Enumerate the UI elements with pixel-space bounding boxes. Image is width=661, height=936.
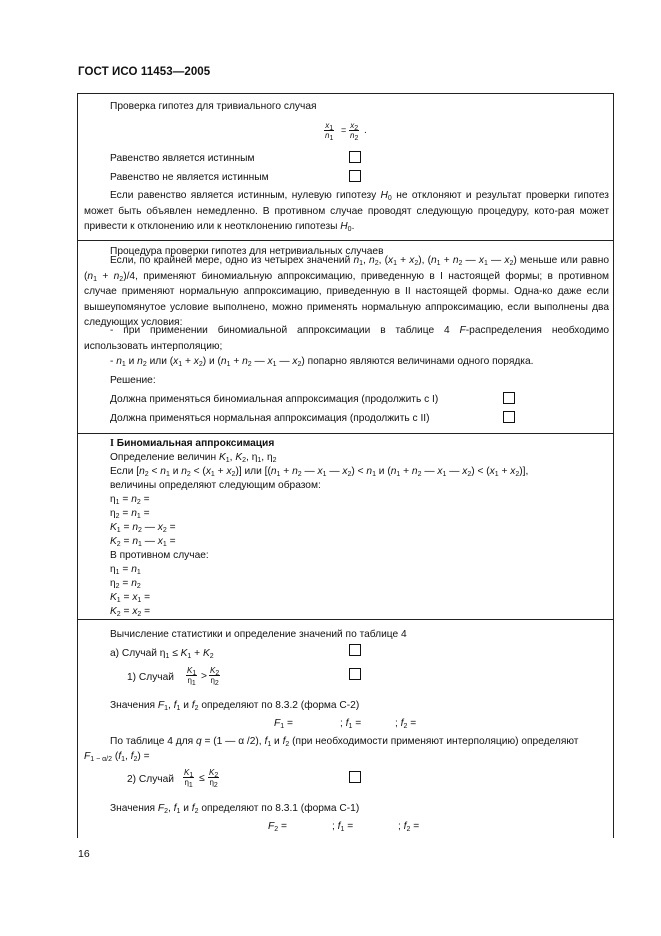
interpolation-condition: - при применении биномиальной аппроксимации в таблице 4 F-распределения необходимо использовать интерполяцию; (84, 325, 609, 352)
equation-eta1-alt: $\eta_1 = n_1$ (110, 564, 141, 576)
values-form-c1: Значения $F_2$, $f_1$ и $f_2$ определяют по 8.3.1 (форма С-1) (110, 803, 360, 815)
checkbox-equality-true[interactable] (349, 151, 361, 163)
option-normal: Должна применяться нормальная аппроксимация (продолжить с II) (110, 413, 430, 424)
option-binomial: Должна применяться биномиальная аппроксимация (продолжить с I) (110, 394, 439, 405)
otherwise-label: В противном случае: (110, 550, 209, 561)
section-title-nontrivial: Процедура проверки гипотез для нетривиальных случаев (110, 246, 384, 257)
binomial-condition: Если [$n_2 < n_1$ и $n_2 < (x_1 + x_2)$] или [($n_1 + n_2$ — $x_1$ — $x_2) < n_1$ и ($n_1 + n_2$ — $x_1$ — $x_2) < (x_1 + x_2)$], (110, 466, 529, 478)
section-divider (77, 240, 614, 241)
binomial-condition-continued: величины определяют следующим образом: (110, 480, 321, 491)
section-title-binomial: I Биномиальная аппроксимация (110, 438, 275, 449)
checkbox-case-a[interactable] (349, 644, 361, 656)
magnitude-condition: - $n_1$ и $n_2$ или $(x_1 + x_2)$ и ($n_1 + n_2$ — $x_1$ — $x_2$) попарно являются величинами одного порядка. (110, 356, 534, 368)
section-divider (77, 619, 614, 620)
page-number: 16 (78, 848, 90, 860)
decision-label: Решение: (110, 375, 156, 386)
trivial-conclusion-paragraph: Если равенство является истинным, нулевую гипотезу $H_0$ не отклоняют и результат проверки гипотез может быть объявлен немедленно. В противном случае проводят следующую процедуру, кото-рая может привести к отклонению или к неотклонению гипотезы $H_0$. (84, 190, 609, 233)
equation-k1-alt: $K_1 = x_1$ = (110, 592, 151, 604)
equation-k1: $K_1 = n_2$ — $x_2$ = (110, 522, 176, 534)
checkbox-case-1[interactable] (349, 668, 361, 680)
equation-k2-alt: $K_2 = x_2$ = (110, 606, 151, 618)
option-equality-true: Равенство является истинным (110, 153, 255, 164)
equation-eta2-alt: $\eta_2 = n_2$ (110, 578, 141, 590)
option-equality-false: Равенство не является истинным (110, 172, 269, 183)
case-a: а) Случай $\eta_1 \le K_1 + K_2$ (110, 648, 214, 660)
equation-eta2: $\eta_2 = n_1$ = (110, 508, 150, 520)
equation-k2: $K_2 = n_1$ — $x_1$ = (110, 536, 176, 548)
case-1-label: 1) Случай (127, 672, 174, 683)
checkbox-case-2[interactable] (349, 771, 361, 783)
equation-eta1: $\eta_1 = n_2$ = (110, 494, 150, 506)
section-title-trivial: Проверка гипотез для тривиального случая (110, 101, 317, 112)
table4-instruction: По таблице 4 для q = (1 — α /2), $f_1$ и $f_2$ (при необходимости применяют интерполяцию) определяют $F_{1 - \alpha/2}$ ($f_1$, $f_2$) = (84, 736, 579, 763)
section-divider (77, 433, 614, 434)
binomial-definition: Определение величин $K_1$, $K_2$, $\eta_1$, $\eta_2$ (110, 452, 277, 464)
checkbox-binomial[interactable] (503, 392, 515, 404)
checkbox-equality-false[interactable] (349, 170, 361, 182)
case-2-label: 2) Случай (127, 774, 174, 785)
values-form-c2: Значения $F_1$, $f_1$ и $f_2$ определяют по 8.3.2 (форма С-2) (110, 700, 360, 712)
document-header: ГОСТ ИСО 11453—2005 (78, 66, 211, 78)
checkbox-normal[interactable] (503, 411, 515, 423)
nontrivial-condition-paragraph: Если, по крайней мере, одно из четырех значений $n_1$, $n_2$, $(x_1 + x_2)$, ($n_1 + n_2$ — $x_1$ — $x_2$) меньше или равно $(n_1 + n_2)/4$, применяют биномиальную аппроксимацию, приведенную в I настоящей формы; в противном случае применяют нормальную аппроксимацию, приведенную в II настоящей формы. Одна-ко даже если вышеупомянутое условие выполнено, можно применять нормальную аппроксимацию, если выполнены два следующих условия: (84, 255, 609, 328)
section-title-statistics: Вычисление статистики и определение значений по таблице 4 (110, 629, 407, 640)
